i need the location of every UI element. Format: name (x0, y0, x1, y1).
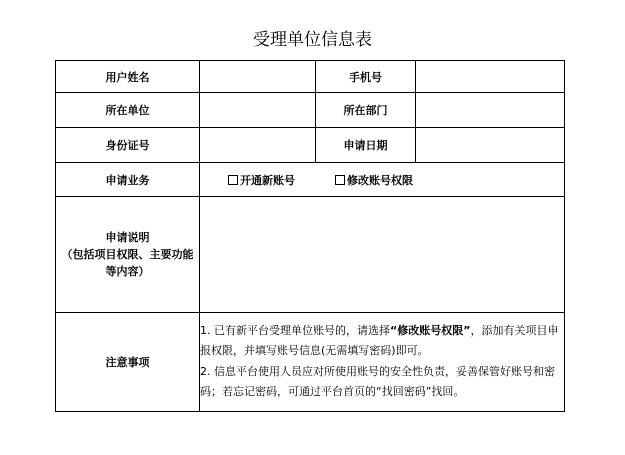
form-title: 受理单位信息表 (253, 30, 372, 50)
notes-content (200, 313, 565, 412)
business-label: 申请业务 (56, 163, 200, 197)
application-form-table (55, 60, 565, 412)
user-name-field[interactable] (200, 61, 316, 93)
note-1-text: 1. 已有新平台受理单位账号的，请选择 (200, 324, 390, 337)
note-item-2: 2. 信息平台使用人员应对所使用账号的安全性负责，妥善保管好账号和密码；若忘记密码，可通过平台首页的“找回密码”找回。 (200, 365, 555, 398)
user-name-label: 用户姓名 (56, 61, 200, 93)
new-account-option[interactable] (228, 172, 295, 188)
description-label-line1: 申请说明 (105, 231, 150, 244)
phone-label: 手机号 (316, 61, 416, 93)
phone-field[interactable] (416, 61, 565, 93)
description-field[interactable] (200, 197, 565, 313)
note-1-text-2: ，添加有关项目申报权限，并填写账号信息(无需填写密码)即可。 (200, 324, 559, 357)
business-options (200, 163, 565, 197)
description-label (56, 197, 200, 313)
description-label-line2: （包括项目权限、主要功能 (61, 248, 194, 261)
checkbox-icon[interactable] (335, 175, 345, 185)
id-number-field[interactable] (200, 128, 316, 163)
checkbox-icon[interactable] (228, 175, 238, 185)
modify-permission-label: 修改账号权限 (347, 173, 413, 187)
description-label-line3: 等内容） (105, 265, 150, 278)
new-account-label: 开通新账号 (240, 173, 295, 187)
dept-field[interactable] (416, 93, 565, 128)
unit-label: 所在单位 (56, 93, 200, 128)
dept-label: 所在部门 (316, 93, 416, 128)
id-number-label: 身份证号 (56, 128, 200, 163)
unit-field[interactable] (200, 93, 316, 128)
note-1-bold: “修改账号权限” (390, 324, 471, 337)
note-item-1 (200, 321, 564, 361)
apply-date-label: 申请日期 (316, 128, 416, 163)
notes-label: 注意事项 (56, 313, 200, 412)
apply-date-field[interactable] (416, 128, 565, 163)
modify-permission-option[interactable] (335, 172, 413, 188)
